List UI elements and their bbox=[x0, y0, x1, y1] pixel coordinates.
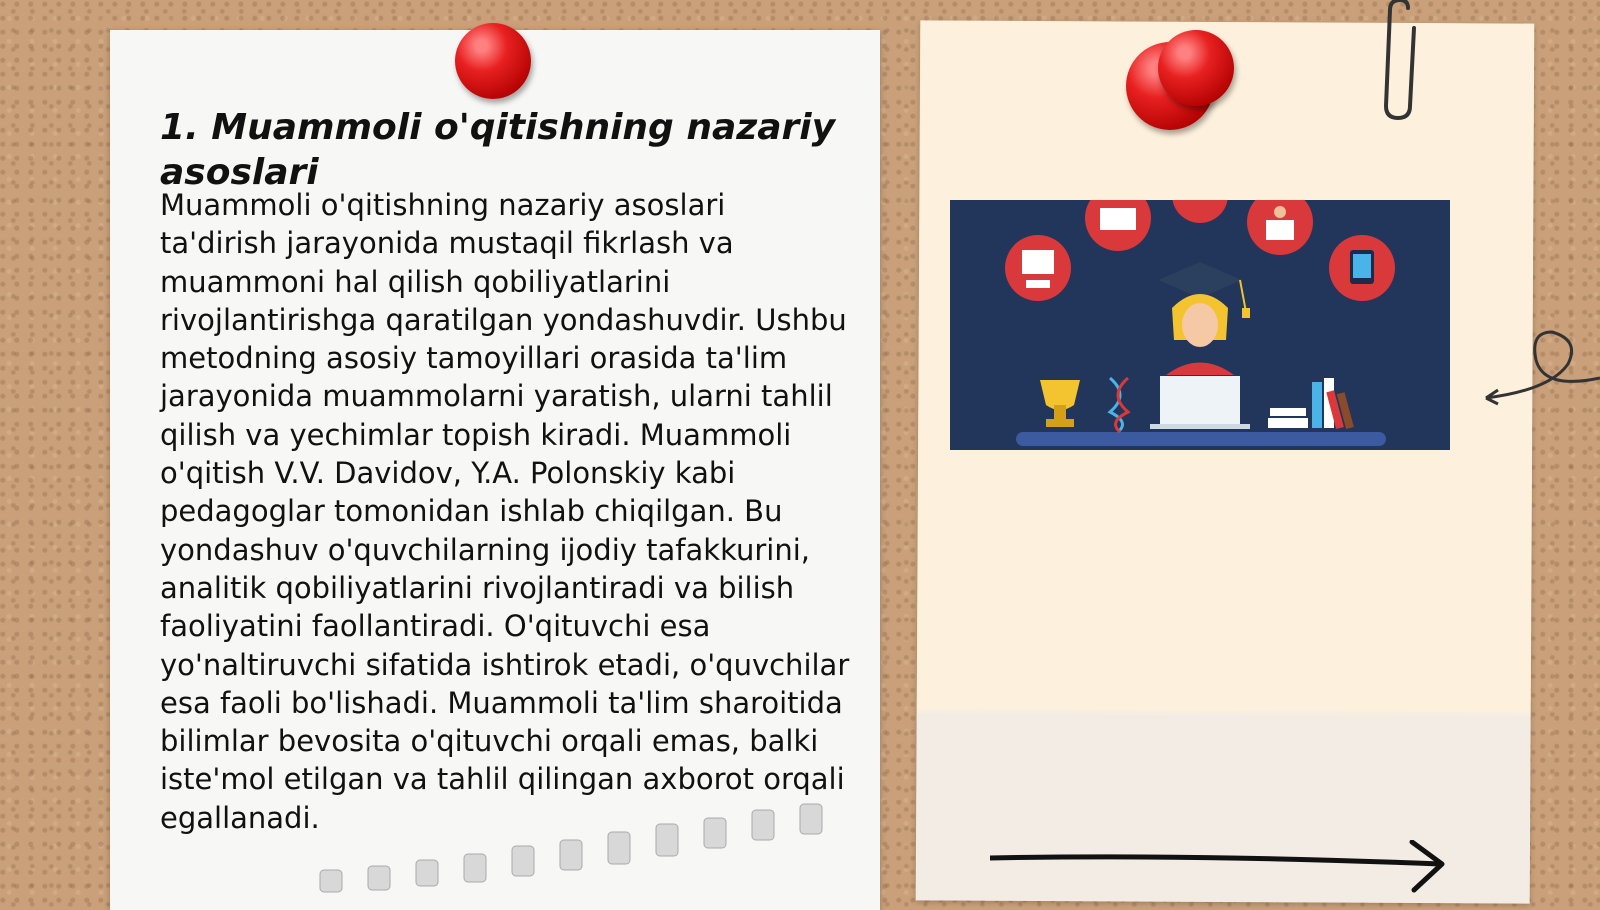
slide-title: 1. Muammoli o'qitishning nazariy asoslari bbox=[160, 107, 836, 193]
tablet-icon bbox=[1329, 235, 1395, 301]
red-pushpin-left bbox=[455, 23, 531, 99]
right-note-paper bbox=[916, 20, 1535, 903]
laptop-desk-icon bbox=[1150, 376, 1250, 429]
trophy-icon bbox=[1040, 380, 1080, 427]
red-pushpin-right bbox=[1158, 30, 1234, 106]
education-illustration bbox=[950, 200, 1450, 450]
slide-body-text: Muammoli o'qitishning nazariy asoslari ta'dirish jarayonida mustaqil fikrlash va muammoni hal qilish qobiliyatlarini rivojlantirishga qaratilgan yondashuvdir. Ushbu metodning asosiy tamoyillari orasida ta'lim jarayonida muammolarni yaratish, ularni tahlil qilish va yechimlar topish kiradi. Muammoli o'qitish V.V. Davidov, Y.A. Polonskiy kabi pedagoglar tomonidan ishlab chiqilgan. Bu yondashuv o'quvchilarning ijodiy tafakkurini, analitik qobiliyatlarini rivojlantiradi va bilish faoliyatini faollantiradi. O'qituvchi esa yo'naltiruvchi sifatida ishtirok etadi, o'quvchilar esa faoli bo'lishadi. Muammoli ta'lim sharoitida bilimlar bevosita o'qituvchi orqali emas, balki iste'mol etilgan va tahlil qilingan axborot orqali egallanadi. bbox=[160, 188, 850, 835]
loop-arrow-decoration bbox=[1480, 310, 1600, 420]
paperclip-icon bbox=[1378, 0, 1424, 128]
computer-icon bbox=[1005, 235, 1071, 301]
right-arrow-icon bbox=[990, 840, 1450, 900]
